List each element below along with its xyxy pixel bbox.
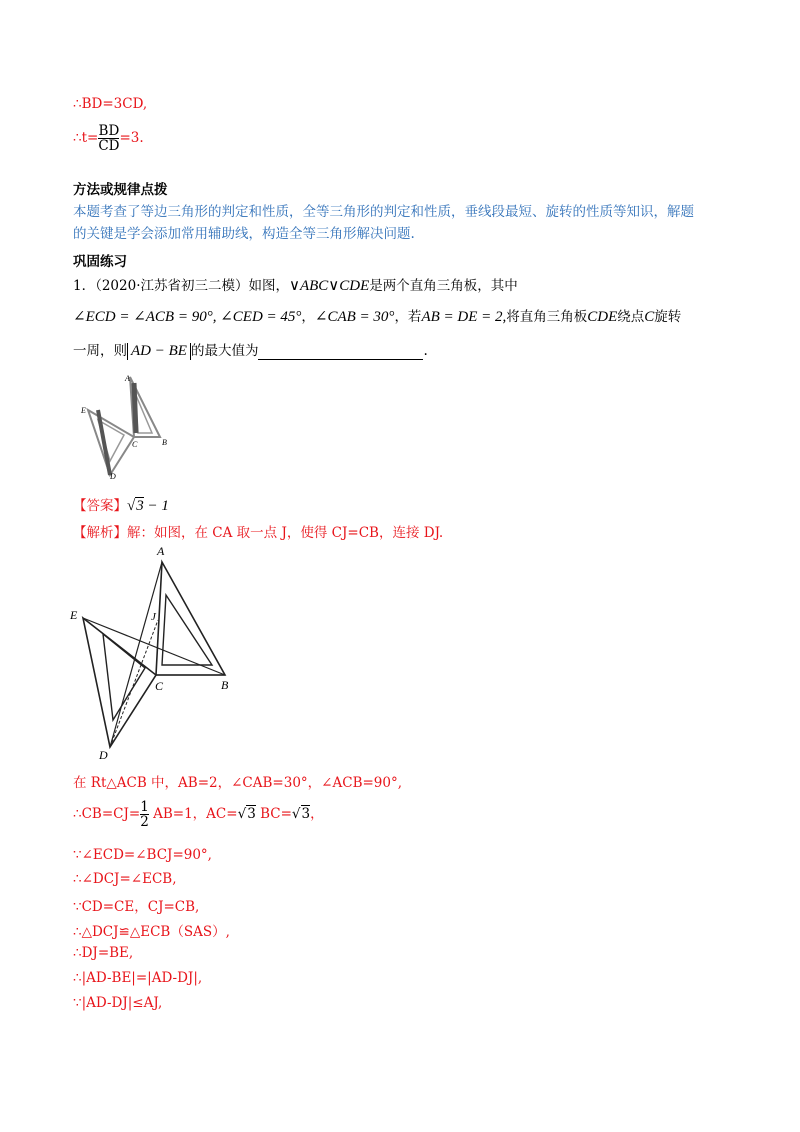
- t-suffix: =3.: [119, 130, 144, 147]
- answer-label: 【答案】: [73, 498, 127, 514]
- question-line-2: [73, 305, 681, 326]
- analysis-label: 【解析】: [73, 525, 127, 541]
- analysis-intro: [73, 521, 443, 541]
- step-4: ∴∠DCJ=∠ECB,: [73, 871, 177, 887]
- question-line-3-a: 一周，则: [73, 343, 127, 359]
- length-condition: AB = DE = 2,: [421, 309, 507, 325]
- step-1: 在 Rt△ACB 中，AB=2，∠CAB=30°，∠ACB=90°,: [73, 775, 403, 791]
- step-2: ∴CB=CJ= $\frac{1}{2}$ AB=1，AC=√3 BC=√3，: [73, 799, 324, 831]
- period: .: [423, 343, 428, 359]
- question-source: （2020·江苏省初三二模）如图，: [95, 278, 289, 294]
- root-ac: 3: [247, 806, 256, 823]
- small-label-c: C: [132, 440, 138, 449]
- small-label-d: D: [110, 472, 116, 480]
- small-label-a: A: [125, 374, 130, 383]
- label-j: J: [151, 611, 156, 623]
- label-c: C: [155, 679, 164, 693]
- rotate-word: 旋转: [654, 309, 682, 325]
- fraction-bd-cd: [98, 124, 119, 153]
- step-3: ∵∠ECD=∠BCJ=90°,: [73, 847, 212, 863]
- step-2-a: ∴CB=CJ=: [73, 806, 141, 823]
- method-line-2: 的关键是学会添加常用辅助线，构造全等三角形解决问题.: [73, 226, 415, 242]
- around-point: 绕点: [617, 309, 645, 325]
- rotate-text: 将直角三角板: [506, 309, 588, 325]
- fraction-half: [140, 800, 149, 829]
- half-num: 1: [140, 799, 149, 815]
- method-title: 方法或规律点拨: [73, 182, 168, 198]
- fraction-denominator: CD: [98, 138, 120, 155]
- angle-conditions: ∠ECD = ∠ACB = 90°, ∠CED = 45°: [73, 309, 302, 325]
- answer-line: 【答案】√3 − 1: [73, 498, 169, 514]
- half-den: 2: [140, 814, 149, 831]
- question-triangles: ∨ABC∨CDE: [289, 278, 370, 294]
- method-line-1: 本题考查了等边三角形的判定和性质，全等三角形的判定和性质，垂线段最短、旋转的性质等知识，解题: [73, 204, 694, 220]
- small-figure: [80, 365, 180, 480]
- point-c: C: [644, 309, 655, 325]
- step-2-d: ，: [310, 806, 324, 823]
- step-9: ∵|AD-DJ|≤AJ,: [73, 995, 163, 1011]
- answer-blank: [258, 345, 423, 360]
- comma: ，: [301, 309, 315, 325]
- angle-cab: ∠CAB = 30°: [314, 309, 395, 325]
- line-t-equals: [73, 124, 144, 153]
- question-line-1-tail: 是两个直角三角板，其中: [369, 278, 518, 294]
- step-8: ∴|AD-BE|=|AD-DJ|,: [73, 970, 203, 986]
- triangle-cde: CDE: [587, 309, 618, 325]
- small-label-e: E: [81, 406, 86, 415]
- answer-tail: − 1: [143, 498, 169, 514]
- t-prefix: ∴t=: [73, 130, 99, 147]
- label-e: E: [70, 608, 78, 622]
- small-label-b: B: [162, 438, 167, 447]
- answer-root: 3: [136, 498, 144, 514]
- root-bc: 3: [301, 806, 311, 823]
- label-d: D: [99, 748, 108, 760]
- question-number: 1．: [73, 278, 96, 294]
- question-line-1: [73, 274, 518, 295]
- step-5: ∵CD=CE，CJ=CB,: [73, 899, 200, 915]
- fraction-numerator: BD: [98, 123, 120, 139]
- practice-title: 巩固练习: [73, 254, 127, 270]
- step-7: ∴DJ=BE,: [73, 945, 134, 961]
- step-6: ∴△DCJ≌△ECB（SAS）,: [73, 924, 230, 940]
- label-a: A: [157, 544, 165, 558]
- line-bd-3cd: ∴BD=3CD,: [73, 96, 148, 112]
- main-figure: [65, 540, 245, 760]
- abs-ad-be: AD − BE: [127, 343, 191, 360]
- analysis-text: 解：如图，在 CA 取一点 J，使得 CJ=CB，连接 DJ.: [127, 525, 444, 541]
- question-line-3-b: 的最大值为: [190, 343, 259, 359]
- step-2-b: AB=1，AC=: [148, 806, 238, 823]
- step-2-c: BC=: [255, 806, 292, 823]
- ruo: ，若: [394, 309, 422, 325]
- question-line-3: [73, 339, 428, 360]
- label-b: B: [221, 678, 229, 692]
